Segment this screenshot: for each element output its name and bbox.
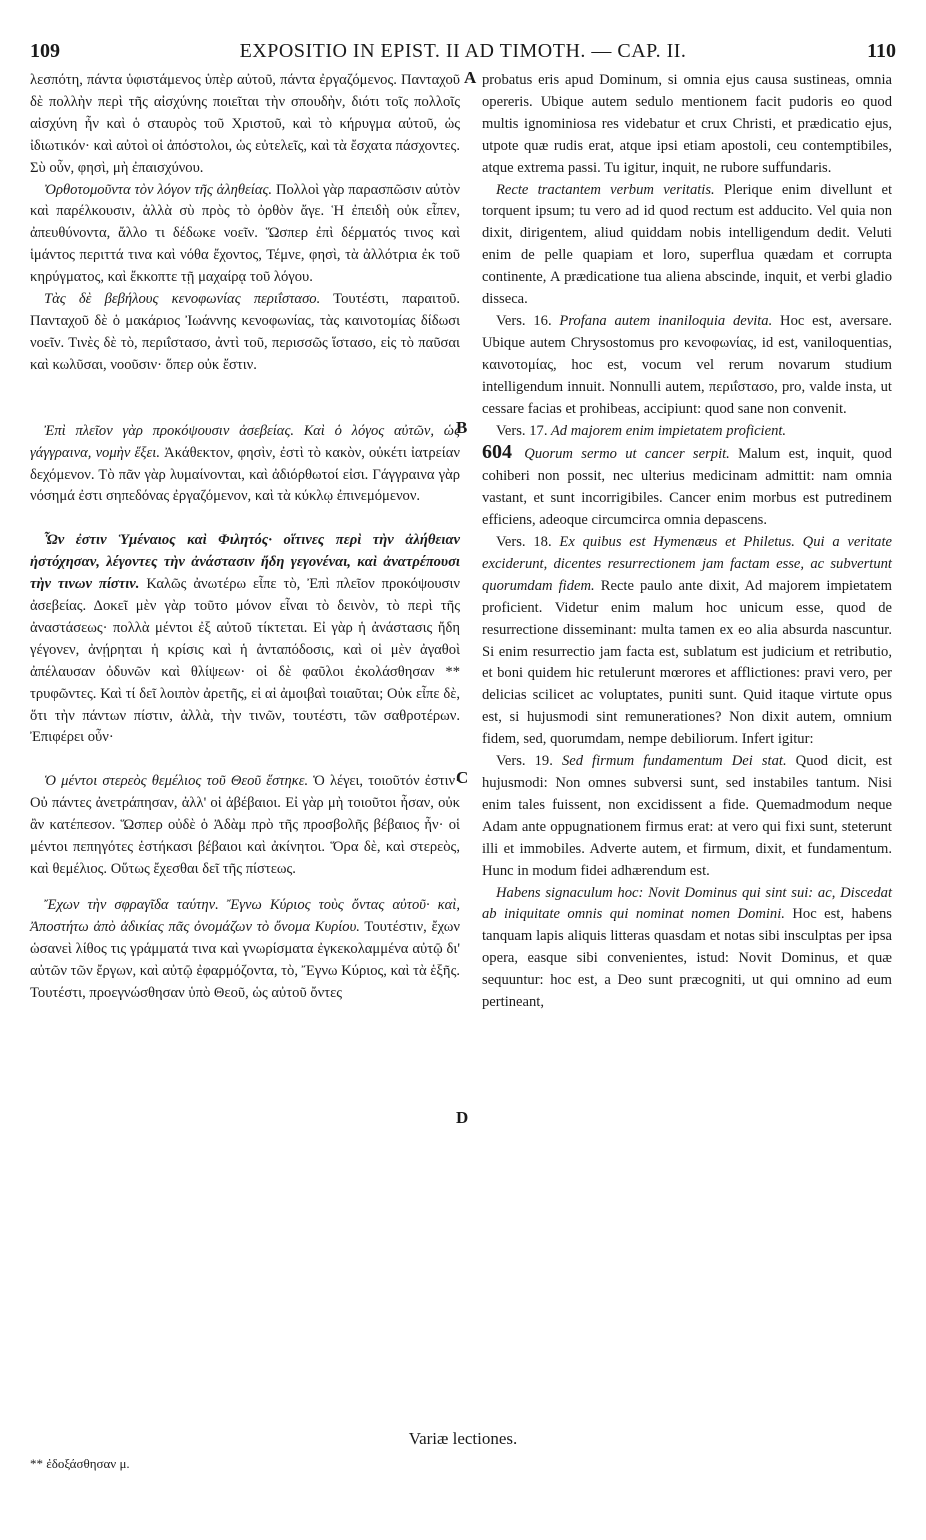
spacer	[30, 749, 460, 771]
latin-lemma: Recte tractantem verbum veritatis.	[496, 181, 715, 198]
spacer	[30, 508, 460, 530]
greek-text: Καλῶς ἀνωτέρω εἶπε τὸ, Ἐπὶ πλεῖον προκόψουσιν ἀσεβείας. Δοκεῖ μὲν γὰρ τοῦτο μόνον εἶναι τὸ δεινὸν, τὸ περὶ τῆς ἀναστάσεως· πολλὰ μέντοι ἐξ αὐτοῦ τίκτεται. Εἰ γὰρ ἡ ἀνάστασις ἤδη γέγονεν, ἀνῄρηται ἡ κρίσις καὶ ἡ ἀνταπόδοσις, καὶ οἱ μὲν ἀγαθοὶ ἀπέλαυσαν ὀδυνῶν καὶ θλίψεων· οἱ δὲ φαῦλοι ἐκολάσθησαν ** τρυφῶντες. Καὶ τί δεῖ λοιπὸν ἀρετῆς, εἰ αἱ ἀμοιβαὶ τοιαῦται; Οὐκ εἶπε δὲ, ὅτι τὴν πάντων πίστιν, ἀλλὰ, τὴν τινῶν, τουτέστι, τῶν σαθροτέρων. Ἐπιφέρει οὖν·	[30, 576, 460, 746]
greek-column	[30, 70, 460, 1004]
verse-number: Vers. 17.	[496, 422, 548, 439]
latin-text: Recte paulo ante dixit, Ad majorem impietatem proficient. Videtur enim malum hoc unicum esse, quod de resurrectione disseminant: multa tamen ex eo alia absurda nascuntur. Si enim resurrectio jam facta est, sublatum est judicium et retributio, et boni quidem hic retulerunt mœrores et afflictiones: pravi vero, per delicias scilicet ac voluptates, puniti sunt. Quid itaque virtute opus est, si hujusmodi sint remunerationes? Non dixit autem, omnium fidem, sed, quorumdam, nempe debiliorum. Infert igitur:	[482, 577, 892, 748]
greek-lemma: Ὧν ἐστιν Ὑμέναιος καὶ Φιλητός· οἵτινες περὶ τὴν ἀλήθειαν ἠστόχησαν, λέγοντες τὴν ἀνάστασιν ἤδη γεγονέναι, καὶ ἀνατρέπουσι τὴν τινων πίστιν.	[30, 532, 460, 593]
greek-text: Ὁ λέγει, τοιοῦτόν ἐστιν· Οὐ πάντες ἀνετράπησαν, ἀλλ' οἱ ἀβέβαιοι. Εἰ γὰρ μὴ τοιοῦτοι ἦσαν, οὐκ ἂν κατέπεσον. Ὥσπερ οὐδὲ ὁ Ἀδὰμ πρὸ τῆς προσβολῆς βέβαιος ἦν· οἱ μέντοι πεπηγότες ἑστήκασι βέβαιοι καὶ ἀκίνητοι. Ὅρα δὲ, καὶ στερεὸς, καὶ θεμέλιος. Οὕτως ἔχεσθαι δεῖ τῆς πίστεως.	[30, 773, 460, 877]
greek-lemma: Ὁ μέντοι στερεὸς θεμέλιος τοῦ Θεοῦ ἕστηκε.	[44, 773, 309, 790]
latin-lemma: Profana autem inaniloquia devita.	[551, 312, 773, 329]
latin-text: Plerique enim divellunt et torquent ipsum; tu vero ad id quod rectum est adducito. Vel quia non dixit, dirigentem, aliud quiddam nobis intelligendum dedit. Veluti enim de pelle quapiam et loro, superflua quædam et corrupta continente, A prædicatione tua aliena abscinde, inquit, et verbi gladio disseca.	[482, 181, 892, 308]
greek-text: Τουτέστιν, ἔχων ὡσανεὶ λίθος τις γράμματά τινα καὶ γνωρίσματα ἐγκεκολαμμένα αὐτῷ δι' αὐτῶν τῶν ἔργων, καὶ αὐτῷ ἐφαρμόζοντα, τὸ, Ἔγνω Κύριος, καὶ τὰ ἑξῆς. Τουτέστι, προεγνώσθησαν ὑπὸ Θεοῦ, ὡς αὐτοῦ ὄντες	[30, 918, 460, 1001]
latin-text: Malum est, inquit, quod cohiberi non possit, nec ulterius medicinam admittit: nam omnia vastant, et sunt incorrigibiles. Cancer enim morbus est putredinem efficiens, adeoque circumcirca omnia depascens.	[482, 446, 892, 529]
column-number: 604	[482, 441, 512, 464]
greek-paragraph-5	[30, 530, 460, 749]
spacer	[30, 881, 460, 895]
latin-text: probatus eris apud Dominum, si omnia ejus causa sustineas, omnia opereris. Ubique autem sedulo mentionem facit pudoris eo quod multis ignominiosa res videbatur et crux Christi, et prædicatio ejus, utpote quæ rudis erat, atque ipsi etiam apostoli, ceu contemptibiles, atque extrema passi. Tu igitur, inquit, ne rubore suffundaris.	[482, 72, 892, 176]
verse-number: Vers. 16.	[496, 312, 552, 329]
variae-lectiones-heading: Variæ lectiones.	[408, 1429, 518, 1448]
page-number-right: 110	[867, 40, 896, 62]
verse-number: Vers. 18.	[496, 534, 552, 551]
running-title: EXPOSITIO IN EPIST. II AD TIMOTH. — CAP. II.	[239, 40, 687, 62]
latin-lemma: Habens signaculum hoc: Novit Dominus qui sint sui: ac, Discedat ab iniquitate omnis qui nominat nomen Domini.	[482, 884, 892, 923]
greek-text: Πολλοὶ γὰρ παρασπῶσιν αὐτὸν καὶ παρέλκουσιν, ἀλλὰ σὺ πρὸς τὸ ὀρθὸν ἄγε. Ἡ ἐπειδὴ οὐκ εἶπεν, ἀπευθύνοντα, ἄλλο τι δέδωκε νοεῖν. Ὥσπερ ἐπὶ δέρματός τινος καὶ ἱμάντος περιττά τινα καὶ νόθα ἔχοντος, Τέμνε, φησὶ, τὰ ἀλλότρια ἐκ τοῦ κηρύγματος, καὶ ἔκκοπτε τῇ μαχαίρᾳ τοῦ λόγου.	[30, 181, 460, 286]
page-number-left: 109	[30, 40, 60, 62]
latin-text: Quod dicit, est hujusmodi: Non omnes subversi sunt, sed instabiles tantum. Nisi enim tales fuissent, non excidissent a fide. Quemadmodum neque Adam ante oppugnationem firmus erat: at vero qui fixi sunt, steterunt illi et immobiles. Adverte autem, et firmum, dixit, et fundamentum. Hunc in modum fidei adhærendum est.	[482, 753, 892, 879]
latin-text: Hoc est, habens tanquam lapis aliquis litteras quasdam et notas sibi insculptas per ipsa opera, easque sibi convenientes, istud: Novit Dominus, et quæ sequuntur: hoc est, a Deo sunt præcogniti, ut qui omnino ad eum pertineant,	[482, 906, 892, 1011]
greek-text: λεσπότη, πάντα ὑφιστάμενος ὑπὲρ αὐτοῦ, πάντα ἐργαζόμενος. Πανταχοῦ δὲ πολλὴν περὶ τῆς αἰσχύνης ποιεῖται τὴν σπουδὴν, διότι τοῖς πολλοῖς αἰσχύνη ἦν καὶ ὁ σταυρὸς τοῦ Χριστοῦ, καὶ τὸ κήρυγμα αὐτοῦ, ὡς ἰδιωτικόν· καὶ αὐτοὶ οἱ ἀπόστολοι, ὡς εὐτελεῖς, καὶ τὰ ἔσχατα πάσχοντες. Σὺ οὖν, φησὶ, μὴ ἐπαισχύνου.	[30, 72, 460, 176]
spacer	[30, 377, 460, 421]
margin-marker-c: C	[456, 768, 469, 787]
latin-lemma: Ex quibus est Hymenæus et Philetus. Qui a veritate exciderunt, dicentes resurrectionem jam factam esse, ac subvertunt quorumdam fidem.	[482, 534, 893, 594]
greek-paragraph-3	[30, 289, 460, 377]
greek-lemma: Ἐπὶ πλεῖον γὰρ προκόψουσιν ἀσεβείας. Καὶ ὁ λόγος αὐτῶν, ὡς γάγγραινα, νομὴν ἕξει.	[30, 422, 460, 461]
latin-paragraph-3	[482, 311, 892, 421]
latin-lemma: Ad majorem enim impietatem proficient.	[547, 422, 787, 439]
latin-paragraph-7	[482, 883, 892, 1014]
margin-marker-a: A	[464, 68, 477, 87]
latin-lemma: Quorum sermo ut cancer serpit.	[516, 446, 730, 463]
page-header	[30, 40, 896, 66]
greek-paragraph-7	[30, 895, 460, 1005]
latin-paragraph-1	[482, 70, 892, 180]
latin-paragraph-2	[482, 180, 892, 311]
greek-lemma: Ὀρθοτομοῦντα τὸν λόγον τῆς ἀληθείας.	[44, 181, 273, 198]
greek-lemma: Ἔχων τὴν σφραγῖδα ταύτην. Ἔγνω Κύριος τοὺς ὄντας αὐτοῦ· καὶ, Ἀποστήτω ἀπὸ ἀδικίας πᾶς ὀνομάζων τὸ ὄνομα Κυρίου.	[30, 896, 460, 935]
greek-paragraph-4	[30, 421, 460, 509]
latin-paragraph-6	[482, 751, 892, 882]
margin-marker-d: D	[456, 1108, 469, 1127]
greek-paragraph-2	[30, 180, 460, 290]
latin-text: Hoc est, aversare. Ubique autem Chrysostomus pro κενοφωνίας, id est, vaniloquentias, καινοτομίας, hoc est, vocum vel rerum novarum studium intelligendum innuit. Nonnulli autem, περιΐστασο, pro, valde insta, ut cessare facias et prohibeas, accipiunt: quod sane non convenit.	[482, 312, 893, 417]
greek-text: Τουτέστι, παραιτοῦ. Πανταχοῦ δὲ ὁ μακάριος Ἰωάννης κενοφωνίας, τὰς καινοτομίας δίδωσι νοεῖν. Τινὲς δὲ τὸ, περιΐστασο, ἀντὶ τοῦ, περισσῶς ἵστασο, εἰς τὸ παῦσαι καὶ κωλῦσαι, νοοῦσιν· ὅπερ οὐκ ἔστιν.	[30, 291, 461, 373]
greek-lemma: Τὰς δὲ βεβήλους κενοφωνίας περιΐστασο.	[44, 291, 321, 308]
latin-lemma: Sed firmum fundamentum Dei stat.	[552, 753, 787, 770]
latin-column	[482, 70, 892, 1014]
latin-paragraph-4	[482, 421, 892, 533]
verse-number: Vers. 19.	[496, 753, 553, 770]
margin-marker-b: B	[456, 418, 468, 437]
greek-text: Ἀκάθεκτον, φησὶν, ἐστὶ τὸ κακὸν, οὐκέτι ἰατρείαν δεχόμενον. Τὸ πᾶν γὰρ λυμαίνονται, καὶ ἀδιόρθωτοί εἰσι. Γάγγραινα γὰρ νόσημά ἐστι σηπεδόνας ἐργαζόμενον, καὶ τὰ κύκλῳ ἐπινεμόμενον.	[30, 444, 460, 505]
greek-paragraph-6	[30, 771, 460, 881]
latin-paragraph-5	[482, 532, 892, 751]
footnote: ** ἐδοξάσθησαν μ.	[30, 1456, 130, 1471]
greek-paragraph-1	[30, 70, 460, 180]
